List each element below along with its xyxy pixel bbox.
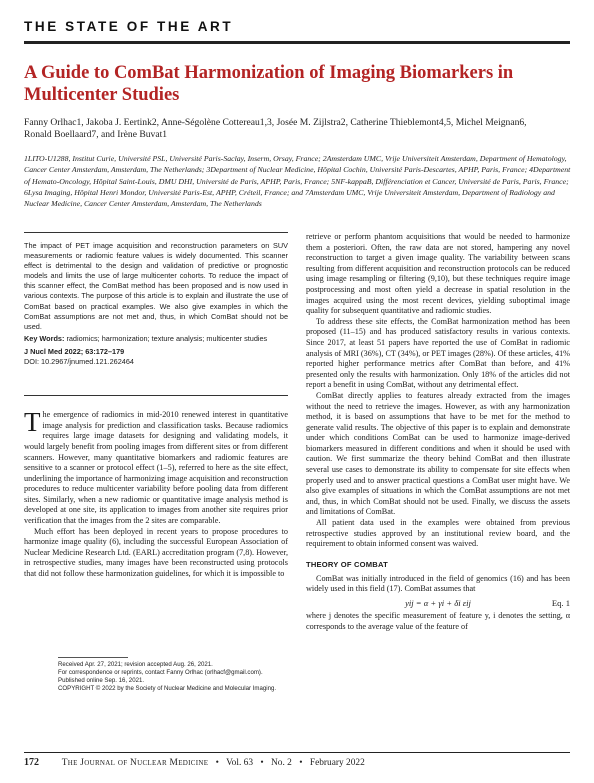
footnote-copyright: COPYRIGHT © 2022 by the Society of Nuclear Medicine and Molecular Imaging. [58, 685, 277, 693]
journal-reference [24, 347, 288, 357]
equation-1 [306, 595, 570, 611]
affiliations: 1LITO-U1288, Institut Curie, Université PSL, Université Paris-Saclay, Inserm, Orsay, France; 2Amsterdam UMC, Vrije Universiteit Amsterdam, Department of Hematology, Cancer Center Amsterdam, Amsterdam, The Netherlands; 3Department of Nuclear Medicine, Hôpital Cochin, Université Paris-Descartes, APHP, Paris, France; 4Department of Hemato-Oncology, Hôpital Saint-Louis, DMU DHI, Université de Paris, APHP, Paris, France; 5NF-kappaB, Différenciation et Cancer, Université de Paris, Paris, France; 6Lysa Imaging, Hôpital Henri Mondor, Université Paris-Est, APHP, Créteil, France; and 7Amsterdam UMC, Vrije Universiteit Amsterdam, Department of Radiology and Nuclear Medicine, Cancer Center Amsterdam, Amsterdam, The Netherlands [24, 154, 571, 209]
right-paragraph-4: All patient data used in the examples were obtained from previous retrospective studies approved by an institutional review board, and the requirement to obtain informed consent was waived. [306, 518, 570, 549]
intro-paragraph-1-text: he emergence of radiomics in mid-2010 renewed interest in quantitative image analysis for prediction and classification tasks. Because radiomics requires large image datasets for designing and validating models, it would largely benefit from pooling images from different sites or from different scanners. However, many quantitative biomarkers and radiomic features are sensitive to a scanner or protocol effect (1–5), referred to here as the site effect, underlining the importance of harmonizing image acquisition and reconstruction procedures to reduce multicenter variability before pooling data from different sites. Similarly, when a new radiomic or quantitative image analysis method is developed at one site, its application to images from another site requires prior verification that the images from the 2 sites are comparable. [24, 410, 288, 526]
intro-paragraph-2: Much effort has been deployed in recent years to propose procedures to harmonize image quality (6), including the successful European Association of Nuclear Medicine Research Ltd. (EARL) accreditation program (7,8). However, in retrospective studies, many images have been reconstructed using protocols that did not follow these harmonization guidelines, for which it is impossible to [24, 526, 288, 579]
drop-cap: T [24, 407, 41, 438]
journal-name: The Journal of Nuclear Medicine [61, 758, 209, 768]
separator-dot: • [299, 758, 303, 768]
right-column-text [306, 232, 570, 550]
introduction [24, 407, 288, 580]
right-column [306, 232, 570, 632]
doi: DOI: 10.2967/jnumed.121.262464 [24, 357, 134, 367]
top-rule [24, 41, 570, 44]
separator-dot: • [215, 758, 219, 768]
abstract-rule [24, 232, 288, 233]
issue-date: February 2022 [309, 758, 365, 768]
left-column [24, 232, 288, 580]
abstract: The impact of PET image acquisition and reconstruction parameters on SUV measurements or radiomic feature values is widely documented. This scanner effect is detrimental to the design and validation of predictive or prognostic models and limits the use of large multicenter cohorts. To reduce the impact of this scanner effect, the ComBat method has been proposed and is now used in various contexts. The purpose of this article is to explain and illustrate the use of ComBat based on practical examples. We also give examples in which the ComBat assumptions are not met and, thus, in which ComBat should not be used. [24, 241, 288, 331]
intro-rule [24, 395, 288, 396]
section-label: THE STATE OF THE ART [24, 19, 234, 34]
theory-heading: THEORY OF COMBAT [306, 559, 388, 569]
footnote-rule [58, 657, 128, 658]
theory-paragraph-2: where j denotes the specific measurement of feature y, i denotes the setting, α corresponds to the average value of the feature of [306, 611, 570, 631]
theory-section [306, 574, 570, 632]
journal-ref: J Nucl Med 2022; 63:172–179 [24, 346, 125, 356]
volume: Vol. 63 [226, 758, 254, 768]
equation-text: yij = α + γi + δi εij [405, 598, 471, 608]
footnote-published: Published online Sep. 16, 2021. [58, 677, 145, 685]
footnote-received: Received Apr. 27, 2021; revision accepted Aug. 26, 2021. [58, 661, 213, 668]
footnote-correspondence: For correspondence or reprints, contact Fanny Orlhac (orlhacf@gmail.com). [58, 669, 263, 677]
intro-paragraph-1 [24, 407, 288, 527]
keywords-label: Key Words: [24, 333, 65, 343]
page-number: 172 [24, 757, 39, 768]
keywords [24, 334, 288, 344]
theory-paragraph-1: ComBat was initially introduced in the field of genomics (16) and has been widely used in this field (17). ComBat assumes that [306, 573, 570, 594]
footer-rule [24, 752, 570, 753]
issue: No. 2 [271, 758, 292, 768]
keywords-text: radiomics; harmonization; texture analysis; multicenter studies [64, 333, 268, 343]
right-paragraph-1: retrieve or perform phantom acquisitions that would be needed to harmonize them a posteriori. Often, the raw data are not stored, hampering any novel reconstruction to target a given image quality. The variability between scans resulting from different acquisition and reconstruction protocols can be reduced using image resampling or filtering (9,10), but these techniques require image postprocessing and most often yield a decrease in spatial resolution in the images acquired using the most recent devices, yielding suboptimal image quality for subsequent quantitative and radiomic studies. [306, 232, 570, 316]
page-footer [24, 757, 570, 768]
equation-number: Eq. 1 [551, 598, 570, 608]
author-list: Fanny Orlhac1, Jakoba J. Eertink2, Anne-Ségolène Cottereau1,3, Josée M. Zijlstra2, Catherine Thieblemont4,5, Michel Meignan6, Ronald Boellaard7, and Irène Buvat1 [24, 117, 527, 141]
article-title: A Guide to ComBat Harmonization of Imaging Biomarkers in Multicenter Studies [24, 63, 514, 105]
separator-dot: • [260, 758, 264, 768]
footnotes [58, 661, 288, 693]
right-paragraph-3: ComBat directly applies to features already extracted from the images without the need to retrieve the images. However, as with any harmonization method, it is based on assumptions that have to be met for the method to generate valid results. The objective of this paper is to explain and demonstrate under which conditions ComBat can be used to harmonize image-derived biomarkers measured in different conditions and when it should be used with caution. We first summarize the theory behind ComBat and then illustrate several use cases to demonstrate its ability to compensate for site effects when properly used and to answer practical questions a ComBat user might have. We also give examples of situations in which the ComBat assumptions are not met and, thus, in which ComBat should not be used. Finally, we discuss the assets and limitations of ComBat. [306, 390, 570, 517]
right-paragraph-2: To address these site effects, the ComBat harmonization method has been proposed (11–15) and has produced satisfactory results in various contexts. Since 2017, at least 51 papers have reported the use of ComBat in radiomic analysis of MRI (36%), CT (34%), or PET images (28%). Of these articles, 41% reported higher performance metrics after ComBat than before, and 41% presented only the results with harmonization. Only 18% of the articles did not report a benefit in using ComBat, without any detrimental effect. [306, 316, 570, 390]
